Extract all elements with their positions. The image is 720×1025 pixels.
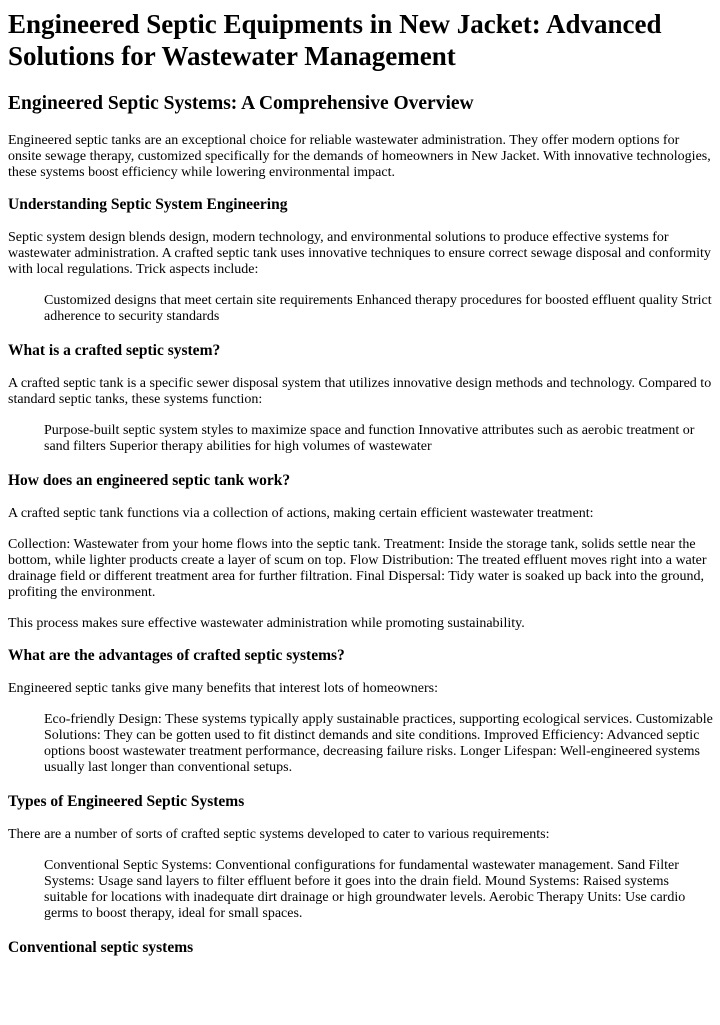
overview-paragraph: Engineered septic tanks are an exceptional choice for reliable wastewater administration. They offer modern options for onsite sewage therapy, customized specifically for the demands of homeowners in New Jacket. With innovative technologies, these systems boost efficiency while lowering environmental impact. — [8, 133, 711, 180]
types-list: Conventional Septic Systems: Conventional configurations for fundamental wastewater management. Sand Filter Systems: Usage sand layers to filter effluent before it goes into the drain field. Mound Systems: Raised systems suitable for locations with inadequate dirt drainage or high groundwater levels. Aerobic Therapy Units: Use cardio germs to boost therapy, ideal for small spaces. — [44, 858, 686, 921]
understanding-list: Customized designs that meet certain site requirements Enhanced therapy procedures for boosted effluent quality Strict adherence to security standards — [44, 293, 712, 324]
understanding-paragraph: Septic system design blends design, modern technology, and environmental solutions to produce effective systems for wastewater administration. A crafted septic tank uses innovative techniques to ensure correct sewage disposal and conformity with local regulations. Trick aspects include: — [8, 230, 711, 277]
advantages-paragraph: Engineered septic tanks give many benefits that interest lots of homeowners: — [8, 681, 438, 696]
section-heading-overview: Engineered Septic Systems: A Comprehensive Overview — [8, 93, 474, 114]
types-paragraph: There are a number of sorts of crafted septic systems developed to cater to various requirements: — [8, 827, 550, 842]
section-heading-advantages: What are the advantages of crafted septic systems? — [8, 647, 345, 664]
section-heading-types: Types of Engineered Septic Systems — [8, 793, 245, 810]
advantages-list: Eco-friendly Design: These systems typically apply sustainable practices, supporting ecological services. Customizable Solutions: They can be gotten used to fit distinct demands and site conditions. Improved Efficiency: Advanced septic options boost wastewater treatment performance, decreasing failure risks. Longer Lifespan: Well-engineered systems usually last longer than conventional setups. — [44, 712, 713, 775]
section-heading-how-it-works: How does an engineered septic tank work? — [8, 472, 291, 489]
how-it-works-summary: This process makes sure effective wastewater administration while promoting sustainability. — [8, 616, 525, 631]
page-title: Engineered Septic Equipments in New Jacket: Advanced Solutions for Wastewater Management — [8, 9, 662, 71]
article — [0, 8, 720, 957]
how-it-works-intro: A crafted septic tank functions via a collection of actions, making certain efficient wastewater treatment: — [8, 506, 594, 521]
section-heading-what-is: What is a crafted septic system? — [8, 342, 221, 359]
how-it-works-steps: Collection: Wastewater from your home flows into the septic tank. Treatment: Inside the storage tank, solids settle near the bottom, while lighter products create a layer of scum on top. Flow Distribution: The treated effluent moves right into a water drainage field or different treatment area for further filtration. Final Dispersal: Tidy water is soaked up back into the ground, profiting the environment. — [8, 537, 707, 600]
section-heading-understanding: Understanding Septic System Engineering — [8, 196, 288, 213]
what-is-paragraph: A crafted septic tank is a specific sewer disposal system that utilizes innovative design methods and technology. Compared to standard septic tanks, these systems function: — [8, 376, 712, 407]
section-heading-conventional: Conventional septic systems — [8, 939, 194, 956]
what-is-list: Purpose-built septic system styles to maximize space and function Innovative attributes such as aerobic treatment or sand filters Superior therapy abilities for high volumes of wastewater — [44, 423, 695, 454]
